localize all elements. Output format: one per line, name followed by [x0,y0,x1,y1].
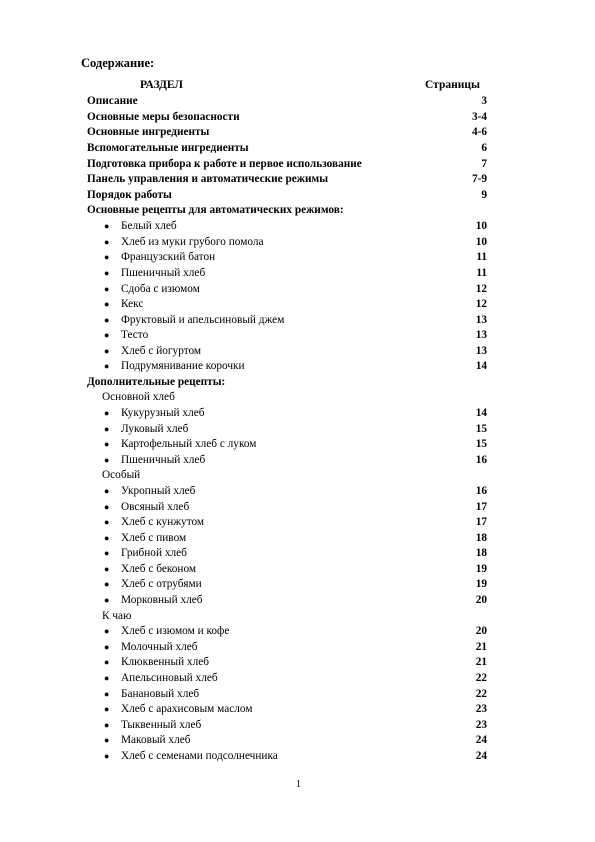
toc-item-page: 10 [475,236,487,248]
toc-item-label: Пшеничный хлеб [121,267,206,279]
toc-bullet-item [87,624,487,639]
toc-bullet-item [87,437,487,452]
toc-item-page: 17 [475,516,487,528]
toc-bullet-item [87,655,487,670]
toc-item-label: Апельсиновый хлеб [121,672,218,684]
toc-item-page: 24 [475,750,487,762]
toc-main-item [87,94,487,109]
toc-bullet-item [87,640,487,655]
toc-item-label: Сдоба с изюмом [121,283,200,295]
toc-item-page: 18 [475,547,487,559]
bullet-icon: ● [104,455,110,465]
toc-bullet-item [87,733,487,748]
toc-item-label: Фруктовый и апельсиновый джем [121,314,285,326]
toc-main-item [87,172,487,187]
toc-item-page: 19 [475,578,487,590]
bullet-icon: ● [104,579,110,589]
toc-item-label: Банановый хлеб [121,688,200,700]
toc-item-label: Луковый хлеб [121,423,189,435]
toc-main-item [87,203,487,218]
bullet-icon: ● [104,299,110,309]
toc-group-heading [87,609,487,624]
toc-item-page: 13 [475,345,487,357]
toc-item-page: 7 [481,158,487,170]
toc-item-label: Описание [87,95,138,107]
toc-item-page: 20 [475,594,487,606]
bullet-icon: ● [104,720,110,730]
toc-item-page: 11 [476,267,487,279]
bullet-icon: ● [104,346,110,356]
toc-item-label: Хлеб с отрубями [121,578,202,590]
toc-bullet-item [87,749,487,764]
toc-item-label: Пшеничный хлеб [121,454,206,466]
toc-item-page: 12 [475,298,487,310]
toc-bullet-item [87,406,487,421]
toc-bullet-item [87,702,487,717]
toc-item-page: 4-6 [471,126,487,138]
bullet-icon: ● [104,673,110,683]
toc-bullet-item [87,687,487,702]
toc-item-label: Порядок работы [87,189,172,201]
toc-item-page: 3-4 [471,111,487,123]
toc-item-label: Хлеб с изюмом и кофе [121,625,230,637]
toc-bullet-item [87,531,487,546]
bullet-icon: ● [104,284,110,294]
toc-bullet-item [87,422,487,437]
toc-bullet-item [87,344,487,359]
toc-item-page: 12 [475,283,487,295]
bullet-icon: ● [104,330,110,340]
toc-bullet-item [87,546,487,561]
toc-item-label: Хлеб с пивом [121,532,187,544]
toc-item-label: Хлеб с беконом [121,563,197,575]
toc-bullet-item [87,593,487,608]
bullet-icon: ● [104,315,110,325]
toc-item-label: Морковный хлеб [121,594,203,606]
bullet-icon: ● [104,735,110,745]
toc-item-page: 13 [475,314,487,326]
bullet-icon: ● [104,704,110,714]
group-name: Основной хлеб [102,391,175,403]
bullet-icon: ● [104,533,110,543]
toc-item-page: 21 [475,641,487,653]
bullet-icon: ● [104,486,110,496]
toc-item-page: 20 [475,625,487,637]
toc-main-item [87,157,487,172]
toc-item-page: 7-9 [471,173,487,185]
bullet-icon: ● [104,564,110,574]
pages-column-header: Страницы [425,79,480,91]
toc-item-page: 16 [475,454,487,466]
toc-main-item [87,141,487,156]
toc-item-label: Кекс [121,298,144,310]
toc-bullet-item [87,219,487,234]
toc-bullet-item [87,282,487,297]
additional-recipes-heading: Дополнительные рецепты: [87,376,226,388]
toc-item-label: Укропный хлеб [121,485,196,497]
toc-bullet-item [87,250,487,265]
toc-item-label: Хлеб с арахисовым маслом [121,703,253,715]
toc-bullet-item [87,313,487,328]
bullet-icon: ● [104,642,110,652]
toc-group-heading [87,468,487,483]
bullet-icon: ● [104,268,110,278]
toc-item-label: Хлеб с семенами подсолнечника [121,750,278,762]
page-number: 1 [296,779,301,790]
bullet-icon: ● [104,408,110,418]
toc-bullet-item [87,515,487,530]
toc-item-page: 22 [475,672,487,684]
bullet-icon: ● [104,751,110,761]
toc-item-page: 19 [475,563,487,575]
toc-item-label: Панель управления и автоматические режимы [87,173,329,185]
toc-bullet-item [87,500,487,515]
toc-item-label: Клюквенный хлеб [121,656,209,668]
toc-item-page: 18 [475,532,487,544]
toc-item-label: Основные меры безопасности [87,111,240,123]
toc-item-label: Грибной хлеб [121,547,187,559]
bullet-icon: ● [104,502,110,512]
toc-item-page: 16 [475,485,487,497]
bullet-icon: ● [104,439,110,449]
toc-section-heading [87,375,487,390]
toc-item-label: Подрумянивание корочки [121,360,245,372]
toc-bullet-item [87,266,487,281]
toc-item-page: 14 [475,360,487,372]
toc-item-label: Основные рецепты для автоматических режимов: [87,204,344,216]
toc-item-page: 15 [475,423,487,435]
toc-item-page: 13 [475,329,487,341]
toc-item-page: 11 [476,251,487,263]
bullet-icon: ● [104,252,110,262]
toc-item-page: 22 [475,688,487,700]
bullet-icon: ● [104,689,110,699]
toc-item-label: Картофельный хлеб с луком [121,438,257,450]
toc-bullet-item [87,328,487,343]
toc-item-page: 17 [475,501,487,513]
toc-item-page: 24 [475,734,487,746]
toc-item-label: Основные ингредиенты [87,126,210,138]
toc-item-page: 21 [475,656,487,668]
bullet-icon: ● [104,626,110,636]
toc-item-page: 15 [475,438,487,450]
toc-item-label: Французский батон [121,251,216,263]
toc-bullet-item [87,484,487,499]
toc-item-label: Подготовка прибора к работе и первое использование [87,158,362,170]
toc-item-label: Молочный хлеб [121,641,198,653]
bullet-icon: ● [104,424,110,434]
toc-item-label: Белый хлеб [121,220,177,232]
toc-main-item [87,125,487,140]
bullet-icon: ● [104,221,110,231]
toc-item-label: Хлеб с кунжутом [121,516,205,528]
toc-item-label: Вспомогательные ингредиенты [87,142,249,154]
toc-item-label: Хлеб с йогуртом [121,345,202,357]
toc-bullet-item [87,718,487,733]
toc-item-page: 14 [475,407,487,419]
toc-item-page: 3 [481,95,487,107]
toc-item-label: Овсяный хлеб [121,501,190,513]
group-name: К чаю [102,610,132,622]
toc-group-heading [87,390,487,405]
bullet-icon: ● [104,548,110,558]
toc-main-item [87,188,487,203]
toc-bullet-item [87,235,487,250]
bullet-icon: ● [104,361,110,371]
toc-item-page: 23 [475,719,487,731]
toc-item-label: Кукурузный хлеб [121,407,205,419]
toc-item-label: Тыквенный хлеб [121,719,202,731]
bullet-icon: ● [104,657,110,667]
toc-bullet-item [87,359,487,374]
toc-item-page: 10 [475,220,487,232]
toc-bullet-item [87,453,487,468]
bullet-icon: ● [104,595,110,605]
toc-main-item [87,110,487,125]
toc-item-page: 6 [481,142,487,154]
group-name: Особый [102,469,141,481]
bullet-icon: ● [104,237,110,247]
toc-item-page: 23 [475,703,487,715]
toc-item-label: Маковый хлеб [121,734,191,746]
toc-item-page: 9 [481,189,487,201]
bullet-icon: ● [104,517,110,527]
section-column-header: РАЗДЕЛ [140,79,183,91]
toc-bullet-item [87,671,487,686]
toc-item-label: Хлеб из муки грубого помола [121,236,264,248]
toc-bullet-item [87,577,487,592]
toc-item-label: Тесто [121,329,149,341]
toc-bullet-item [87,297,487,312]
toc-title: Содержание: [81,56,155,70]
toc-bullet-item [87,562,487,577]
